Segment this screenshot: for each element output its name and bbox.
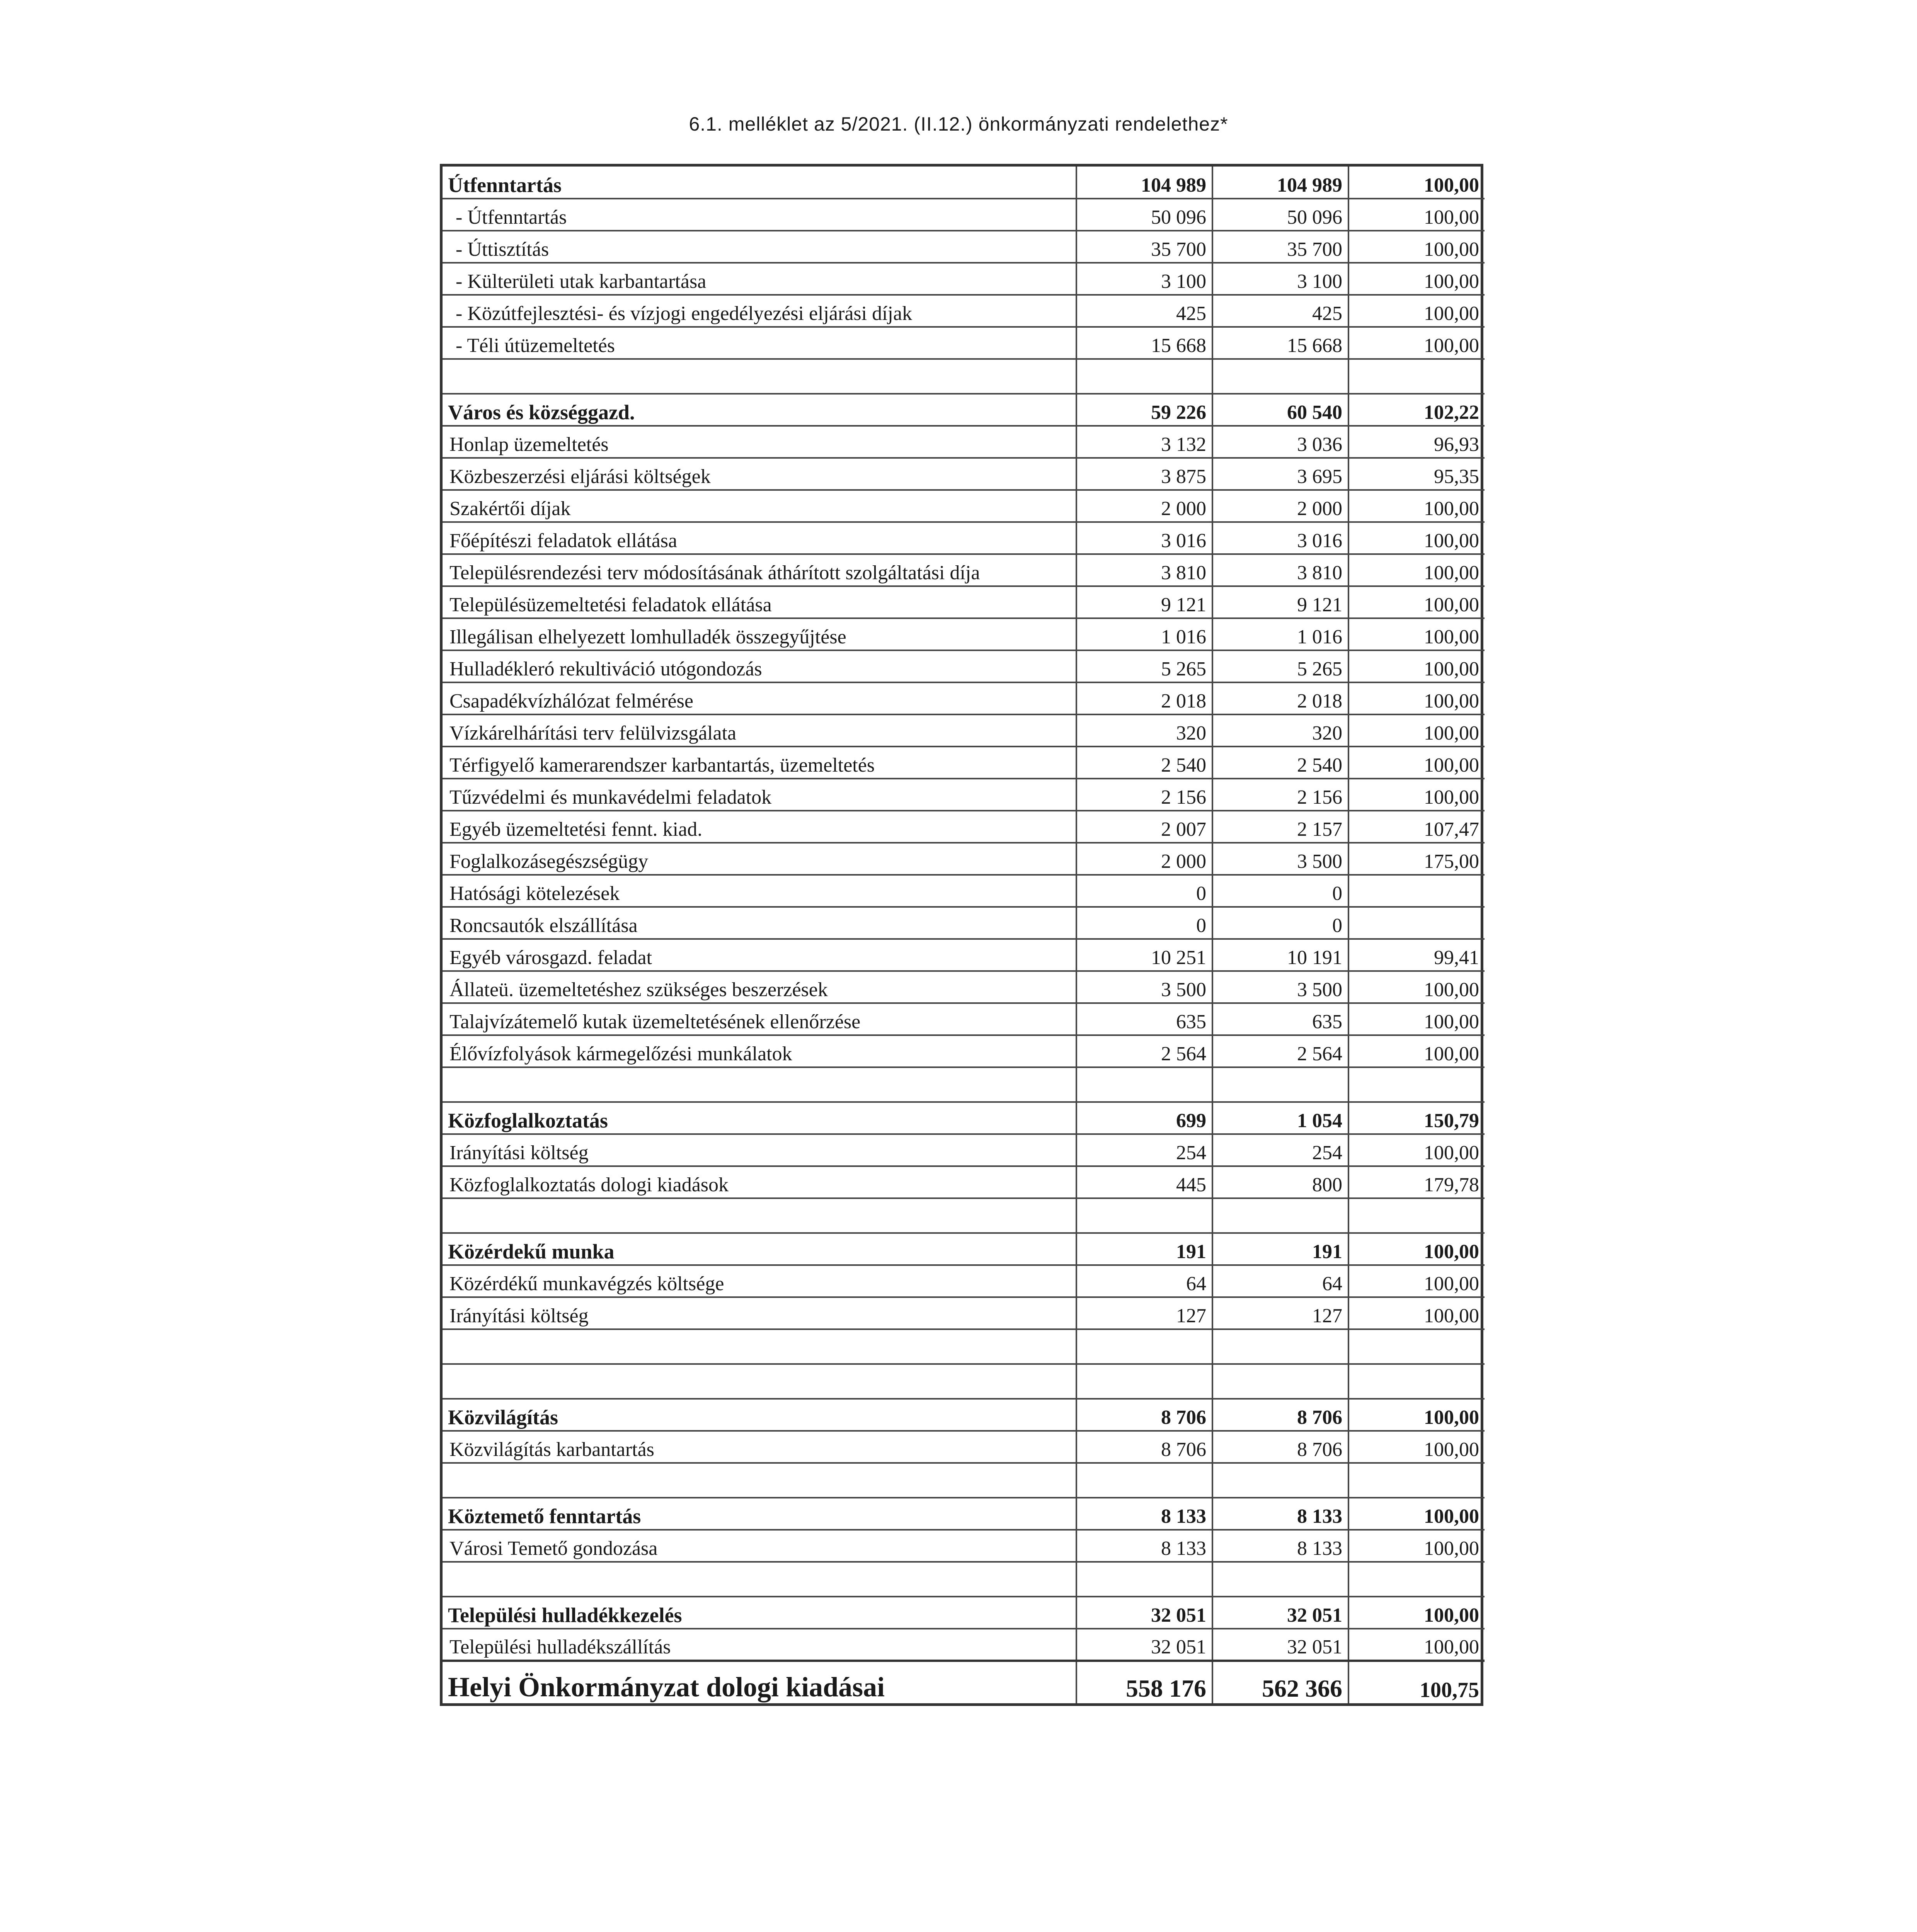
- modified-amount: 9 121: [1212, 586, 1348, 618]
- modified-amount: 562 366: [1212, 1661, 1348, 1703]
- row-label: Foglalkozásegészségügy: [443, 843, 1076, 875]
- original-amount: 2 000: [1076, 843, 1212, 875]
- row-label: [443, 1198, 1076, 1233]
- modified-amount: 32 051: [1212, 1597, 1348, 1629]
- row-label: Hatósági kötelezések: [443, 875, 1076, 907]
- percentage: 107,47: [1348, 811, 1485, 843]
- original-amount: 3 132: [1076, 426, 1212, 458]
- table-row: [443, 907, 1485, 939]
- modified-amount: [1212, 1364, 1348, 1399]
- percentage: [1348, 1198, 1485, 1233]
- modified-amount: 8 706: [1212, 1431, 1348, 1463]
- percentage: 100,00: [1348, 1399, 1485, 1431]
- modified-amount: 1 054: [1212, 1102, 1348, 1134]
- table-row: [443, 199, 1485, 231]
- modified-amount: 2 157: [1212, 811, 1348, 843]
- row-label: Egyéb városgazd. feladat: [443, 939, 1076, 971]
- original-amount: [1076, 1329, 1212, 1364]
- original-amount: 2 000: [1076, 490, 1212, 522]
- percentage: 100,00: [1348, 1297, 1485, 1329]
- original-amount: [1076, 1198, 1212, 1233]
- percentage: 100,00: [1348, 747, 1485, 779]
- row-label: Főépítészi feladatok ellátása: [443, 522, 1076, 554]
- modified-amount: 8 133: [1212, 1530, 1348, 1562]
- original-amount: 50 096: [1076, 199, 1212, 231]
- percentage: 100,00: [1348, 1597, 1485, 1629]
- modified-amount: 425: [1212, 295, 1348, 327]
- row-label: Térfigyelő kamerarendszer karbantartás, üzemeltetés: [443, 747, 1076, 779]
- modified-amount: 64: [1212, 1265, 1348, 1297]
- original-amount: 2 018: [1076, 682, 1212, 714]
- modified-amount: 5 265: [1212, 650, 1348, 682]
- row-label: Honlap üzemeltetés: [443, 426, 1076, 458]
- percentage: 100,00: [1348, 522, 1485, 554]
- table-row: [443, 971, 1485, 1003]
- original-amount: 127: [1076, 1297, 1212, 1329]
- original-amount: 3 810: [1076, 554, 1212, 586]
- percentage: [1348, 875, 1485, 907]
- modified-amount: 127: [1212, 1297, 1348, 1329]
- modified-amount: 2 540: [1212, 747, 1348, 779]
- modified-amount: 320: [1212, 714, 1348, 747]
- budget-table: [443, 167, 1485, 1703]
- modified-amount: 15 668: [1212, 327, 1348, 359]
- row-label: Településüzemeltetési feladatok ellátása: [443, 586, 1076, 618]
- original-amount: [1076, 1562, 1212, 1597]
- original-amount: 635: [1076, 1003, 1212, 1035]
- modified-amount: 8 706: [1212, 1399, 1348, 1431]
- modified-amount: 35 700: [1212, 231, 1348, 263]
- percentage: 100,00: [1348, 295, 1485, 327]
- original-amount: 8 133: [1076, 1498, 1212, 1530]
- row-label: [443, 1329, 1076, 1364]
- section-header-row: [443, 1233, 1485, 1265]
- modified-amount: 0: [1212, 875, 1348, 907]
- percentage: 100,00: [1348, 167, 1485, 199]
- row-label: Települési hulladékszállítás: [443, 1629, 1076, 1661]
- row-label: - Közútfejlesztési- és vízjogi engedélyezési eljárási díjak: [443, 295, 1076, 327]
- spacer-row: [443, 1198, 1485, 1233]
- row-label: [443, 1364, 1076, 1399]
- original-amount: 32 051: [1076, 1629, 1212, 1661]
- table-row: [443, 811, 1485, 843]
- table-row: [443, 1530, 1485, 1562]
- modified-amount: 3 036: [1212, 426, 1348, 458]
- original-amount: 254: [1076, 1134, 1212, 1166]
- percentage: 100,00: [1348, 1629, 1485, 1661]
- percentage: 100,00: [1348, 1035, 1485, 1067]
- table-row: [443, 327, 1485, 359]
- original-amount: 3 875: [1076, 458, 1212, 490]
- original-amount: 15 668: [1076, 327, 1212, 359]
- modified-amount: 60 540: [1212, 394, 1348, 426]
- percentage: [1348, 1067, 1485, 1102]
- modified-amount: 3 500: [1212, 971, 1348, 1003]
- spacer-row: [443, 1463, 1485, 1498]
- page-title: 6.1. melléklet az 5/2021. (II.12.) önkormányzati rendelethez*: [689, 113, 1228, 135]
- percentage: 100,00: [1348, 682, 1485, 714]
- section-header-row: [443, 394, 1485, 426]
- section-header-row: [443, 1399, 1485, 1431]
- modified-amount: [1212, 1329, 1348, 1364]
- row-label: Szakértői díjak: [443, 490, 1076, 522]
- modified-amount: [1212, 1067, 1348, 1102]
- table-row: [443, 714, 1485, 747]
- row-label: Hulladékleró rekultiváció utógondozás: [443, 650, 1076, 682]
- modified-amount: 191: [1212, 1233, 1348, 1265]
- original-amount: 8 706: [1076, 1431, 1212, 1463]
- table-row: [443, 875, 1485, 907]
- row-label: Városi Temető gondozása: [443, 1530, 1076, 1562]
- table-row: [443, 939, 1485, 971]
- section-header-row: [443, 1102, 1485, 1134]
- row-label: - Úttisztítás: [443, 231, 1076, 263]
- percentage: 150,79: [1348, 1102, 1485, 1134]
- percentage: 100,00: [1348, 490, 1485, 522]
- row-label: Vízkárelhárítási terv felülvizsgálata: [443, 714, 1076, 747]
- original-amount: 59 226: [1076, 394, 1212, 426]
- modified-amount: 635: [1212, 1003, 1348, 1035]
- original-amount: 35 700: [1076, 231, 1212, 263]
- original-amount: 445: [1076, 1166, 1212, 1198]
- table-row: [443, 1431, 1485, 1463]
- row-label: Közérdékű munkavégzés költsége: [443, 1265, 1076, 1297]
- table-row: [443, 1003, 1485, 1035]
- modified-amount: 10 191: [1212, 939, 1348, 971]
- table-row: [443, 843, 1485, 875]
- row-label: [443, 1067, 1076, 1102]
- original-amount: 699: [1076, 1102, 1212, 1134]
- percentage: 100,00: [1348, 231, 1485, 263]
- table-row: [443, 1297, 1485, 1329]
- percentage: 100,00: [1348, 1233, 1485, 1265]
- row-label: [443, 1463, 1076, 1498]
- percentage: [1348, 1364, 1485, 1399]
- percentage: 175,00: [1348, 843, 1485, 875]
- row-label: Közvilágítás karbantartás: [443, 1431, 1076, 1463]
- percentage: 100,00: [1348, 714, 1485, 747]
- percentage: 100,00: [1348, 586, 1485, 618]
- original-amount: 3 100: [1076, 263, 1212, 295]
- original-amount: 3 016: [1076, 522, 1212, 554]
- original-amount: 64: [1076, 1265, 1212, 1297]
- row-label: Élővízfolyások kármegelőzési munkálatok: [443, 1035, 1076, 1067]
- table-row: [443, 682, 1485, 714]
- modified-amount: 3 695: [1212, 458, 1348, 490]
- modified-amount: 3 016: [1212, 522, 1348, 554]
- original-amount: 2 564: [1076, 1035, 1212, 1067]
- percentage: 100,00: [1348, 554, 1485, 586]
- original-amount: 5 265: [1076, 650, 1212, 682]
- table-row: [443, 554, 1485, 586]
- original-amount: 1 016: [1076, 618, 1212, 650]
- original-amount: 3 500: [1076, 971, 1212, 1003]
- original-amount: 104 989: [1076, 167, 1212, 199]
- modified-amount: 254: [1212, 1134, 1348, 1166]
- row-label: Közérdekű munka: [443, 1233, 1076, 1265]
- modified-amount: 50 096: [1212, 199, 1348, 231]
- row-label: Települési hulladékkezelés: [443, 1597, 1076, 1629]
- row-label: Illegálisan elhelyezett lomhulladék összegyűjtése: [443, 618, 1076, 650]
- original-amount: [1076, 1364, 1212, 1399]
- table-row: [443, 1035, 1485, 1067]
- percentage: 100,00: [1348, 1134, 1485, 1166]
- table-row: [443, 1134, 1485, 1166]
- spacer-row: [443, 1329, 1485, 1364]
- table-row: [443, 263, 1485, 295]
- percentage: 100,00: [1348, 1003, 1485, 1035]
- percentage: 100,00: [1348, 1265, 1485, 1297]
- modified-amount: 8 133: [1212, 1498, 1348, 1530]
- row-label: Város és községgazd.: [443, 394, 1076, 426]
- percentage: [1348, 907, 1485, 939]
- row-label: Közfoglalkoztatás dologi kiadások: [443, 1166, 1076, 1198]
- original-amount: 2 540: [1076, 747, 1212, 779]
- original-amount: [1076, 1463, 1212, 1498]
- spacer-row: [443, 1067, 1485, 1102]
- percentage: 100,00: [1348, 1530, 1485, 1562]
- percentage: 100,00: [1348, 1431, 1485, 1463]
- percentage: 100,00: [1348, 199, 1485, 231]
- row-label: Köztemető fenntartás: [443, 1498, 1076, 1530]
- table-row: [443, 231, 1485, 263]
- row-label: Tűzvédelmi és munkavédelmi feladatok: [443, 779, 1076, 811]
- modified-amount: 32 051: [1212, 1629, 1348, 1661]
- table-row: [443, 458, 1485, 490]
- percentage: 100,00: [1348, 263, 1485, 295]
- row-label: Roncsautók elszállítása: [443, 907, 1076, 939]
- row-label: Helyi Önkormányzat dologi kiadásai: [443, 1661, 1076, 1703]
- budget-table-frame: [440, 164, 1483, 1706]
- percentage: 99,41: [1348, 939, 1485, 971]
- row-label: Közfoglalkoztatás: [443, 1102, 1076, 1134]
- row-label: [443, 359, 1076, 394]
- percentage: 100,00: [1348, 779, 1485, 811]
- table-row: [443, 618, 1485, 650]
- percentage: [1348, 1463, 1485, 1498]
- row-label: Közvilágítás: [443, 1399, 1076, 1431]
- spacer-row: [443, 359, 1485, 394]
- row-label: Irányítási költség: [443, 1134, 1076, 1166]
- modified-amount: 0: [1212, 907, 1348, 939]
- percentage: [1348, 1562, 1485, 1597]
- percentage: [1348, 1329, 1485, 1364]
- table-row: [443, 295, 1485, 327]
- modified-amount: [1212, 359, 1348, 394]
- spacer-row: [443, 1562, 1485, 1597]
- percentage: 100,00: [1348, 327, 1485, 359]
- original-amount: 9 121: [1076, 586, 1212, 618]
- original-amount: 425: [1076, 295, 1212, 327]
- modified-amount: 2 156: [1212, 779, 1348, 811]
- modified-amount: 2 000: [1212, 490, 1348, 522]
- row-label: Útfenntartás: [443, 167, 1076, 199]
- section-header-row: [443, 1498, 1485, 1530]
- table-row: [443, 1265, 1485, 1297]
- modified-amount: 104 989: [1212, 167, 1348, 199]
- original-amount: 10 251: [1076, 939, 1212, 971]
- row-label: - Útfenntartás: [443, 199, 1076, 231]
- original-amount: 558 176: [1076, 1661, 1212, 1703]
- table-row: [443, 490, 1485, 522]
- row-label: Irányítási költség: [443, 1297, 1076, 1329]
- percentage: 100,00: [1348, 971, 1485, 1003]
- section-header-row: [443, 1597, 1485, 1629]
- table-row: [443, 522, 1485, 554]
- original-amount: [1076, 1067, 1212, 1102]
- modified-amount: [1212, 1198, 1348, 1233]
- percentage: 100,00: [1348, 650, 1485, 682]
- percentage: 96,93: [1348, 426, 1485, 458]
- table-row: [443, 586, 1485, 618]
- original-amount: 2 156: [1076, 779, 1212, 811]
- original-amount: 0: [1076, 907, 1212, 939]
- modified-amount: 800: [1212, 1166, 1348, 1198]
- table-row: [443, 747, 1485, 779]
- row-label: Csapadékvízhálózat felmérése: [443, 682, 1076, 714]
- row-label: Településrendezési terv módosításának áthárított szolgáltatási díja: [443, 554, 1076, 586]
- modified-amount: [1212, 1562, 1348, 1597]
- row-label: - Külterületi utak karbantartása: [443, 263, 1076, 295]
- table-row: [443, 650, 1485, 682]
- modified-amount: 3 100: [1212, 263, 1348, 295]
- percentage: 100,75: [1348, 1661, 1485, 1703]
- original-amount: 320: [1076, 714, 1212, 747]
- modified-amount: 3 810: [1212, 554, 1348, 586]
- modified-amount: 1 016: [1212, 618, 1348, 650]
- percentage: 100,00: [1348, 1498, 1485, 1530]
- percentage: 95,35: [1348, 458, 1485, 490]
- percentage: 100,00: [1348, 618, 1485, 650]
- row-label: Egyéb üzemeltetési fennt. kiad.: [443, 811, 1076, 843]
- percentage: 102,22: [1348, 394, 1485, 426]
- original-amount: 2 007: [1076, 811, 1212, 843]
- spacer-row: [443, 1364, 1485, 1399]
- budget-table-body: [443, 167, 1485, 1703]
- row-label: Állateü. üzemeltetéshez szükséges beszerzések: [443, 971, 1076, 1003]
- modified-amount: [1212, 1463, 1348, 1498]
- grand-total-row: [443, 1661, 1485, 1703]
- table-row: [443, 1166, 1485, 1198]
- table-row: [443, 1629, 1485, 1661]
- row-label: [443, 1562, 1076, 1597]
- modified-amount: 2 018: [1212, 682, 1348, 714]
- original-amount: 32 051: [1076, 1597, 1212, 1629]
- original-amount: 191: [1076, 1233, 1212, 1265]
- section-header-row: [443, 167, 1485, 199]
- original-amount: 8 706: [1076, 1399, 1212, 1431]
- modified-amount: 3 500: [1212, 843, 1348, 875]
- percentage: 179,78: [1348, 1166, 1485, 1198]
- original-amount: 8 133: [1076, 1530, 1212, 1562]
- row-label: Közbeszerzési eljárási költségek: [443, 458, 1076, 490]
- original-amount: [1076, 359, 1212, 394]
- row-label: - Téli útüzemeltetés: [443, 327, 1076, 359]
- modified-amount: 2 564: [1212, 1035, 1348, 1067]
- row-label: Talajvízátemelő kutak üzemeltetésének ellenőrzése: [443, 1003, 1076, 1035]
- table-row: [443, 779, 1485, 811]
- table-row: [443, 426, 1485, 458]
- percentage: [1348, 359, 1485, 394]
- original-amount: 0: [1076, 875, 1212, 907]
